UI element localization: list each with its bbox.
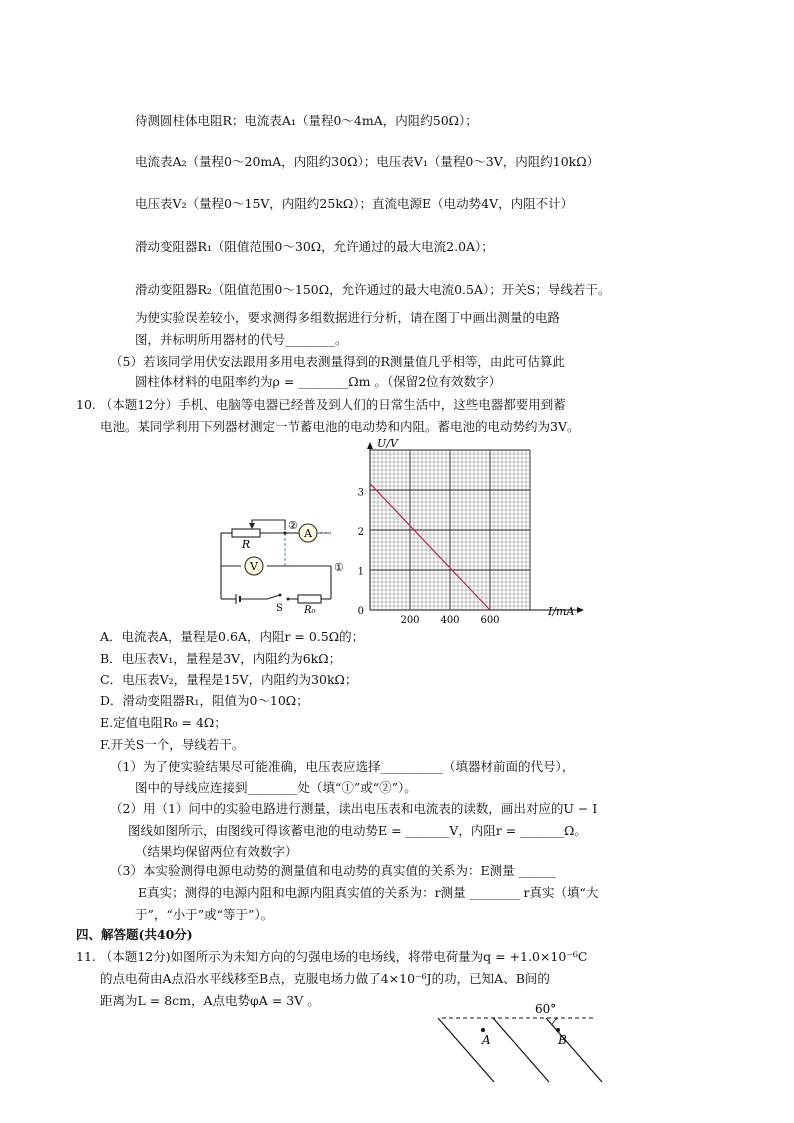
line-q5-2: 圆柱体材料的电阻率约为ρ = ________Ωm 。（保留2位有效数字） xyxy=(135,374,502,389)
option-a: A．电流表A，量程是0.6A，内阻r = 0.5Ω的； xyxy=(100,629,365,644)
problem-11: 11. （本题12分)如图所示为未知方向的匀强电场的电场线，将带电荷量为q = +1.0×10⁻⁶C xyxy=(76,949,588,964)
field-line xyxy=(493,1018,549,1082)
option-b: B．电压表V₁，量程是3V，内阻约为6kΩ； xyxy=(100,651,342,666)
line-resistor: 待测圆柱体电阻R；电流表A₁（量程0～4mA，内阻约50Ω）； xyxy=(135,113,478,128)
line-voltmeter-v2: 电压表V₂（量程0～15V，内阻约25kΩ）；直流电源E（电动势4V，内阻不计） xyxy=(135,196,574,211)
resistor-label: R xyxy=(241,538,251,551)
question-2-3: （结果均保留两位有效数字） xyxy=(135,844,298,859)
problem-11-2: 的点电荷由A点沿水平线移至B点，克服电场力做了4×10⁻⁶J的功，已知A、B间的 xyxy=(100,971,550,986)
x-axis-arrow xyxy=(577,607,584,613)
point-b-label: B xyxy=(558,1033,567,1047)
question-1-2: 图中的导线应连接到________处（填“①”或“②”）。 xyxy=(135,780,417,795)
y-tick-label: 0 xyxy=(357,606,364,617)
question-3-3: 于”，“小于”或“等于”）。 xyxy=(135,907,274,922)
x-tick-label: 600 xyxy=(480,615,500,626)
voltmeter-label: V xyxy=(250,560,258,573)
question-2-2: 图线如图所示，由图线可得该蓄电池的电动势E = _______V，内阻r = _______Ω。 xyxy=(128,823,587,838)
circuit-diagram xyxy=(210,515,360,615)
switch-label: S xyxy=(276,603,283,614)
option-f: F.开关S一个，导线若干。 xyxy=(100,737,245,752)
question-3: （3）本实验测得电源电动势的测量值和电动势的真实值的关系为：E测量 ______ xyxy=(110,863,557,878)
point-a-label: A xyxy=(482,1033,491,1047)
y-tick-label: 2 xyxy=(357,527,364,538)
option-e: E.定值电阻R₀ = 4Ω； xyxy=(100,715,227,730)
x-axis-label: I/mA xyxy=(548,605,575,618)
line-q5: （5）若该同学用伏安法跟用多用电表测量得到的R测量值几乎相等，由此可估算此 xyxy=(110,354,565,369)
line-instruction-2: 图，并标明所用器材的代号________。 xyxy=(135,332,348,347)
line-rheostat-r2: 滑动变阻器R₂（阻值范围0～150Ω，允许通过的最大电流0.5A）；开关S；导线若干。 xyxy=(135,282,611,297)
option-c: C．电压表V₂，量程是15V，内阻约为30kΩ； xyxy=(100,672,358,687)
y-axis-arrow xyxy=(367,442,373,449)
problem-11-3: 距离为L = 8cm，A点电势φA = 3V 。 xyxy=(100,993,320,1008)
y-axis-label: U/V xyxy=(377,438,398,450)
section-heading: 四、解答题(共40分) xyxy=(76,927,193,942)
x-tick-label: 200 xyxy=(400,615,420,626)
line-ammeter-a2: 电流表A₂（量程0～20mA，内阻约30Ω）；电压表V₁（量程0～3V，内阻约10kΩ） xyxy=(135,154,600,169)
point-2-label: ② xyxy=(288,519,298,532)
problem-10-intro-2: 电池。某同学利用下列器材测定一节蓄电池的电动势和内阻。蓄电池的电动势约为3V。 xyxy=(100,419,580,434)
field-line xyxy=(438,1018,494,1082)
x-tick-label: 400 xyxy=(440,615,460,626)
point-a xyxy=(481,1028,485,1032)
angle-label: 60° xyxy=(535,1002,557,1016)
y-tick-label: 3 xyxy=(357,487,364,499)
problem-10-intro: 10. （本题12分）手机、电脑等电器已经普及到人们的日常生活中，这些电器都要用到蓄 xyxy=(76,397,566,412)
u-i-chart xyxy=(350,438,610,628)
point-b xyxy=(556,1028,560,1032)
r0-label: R₀ xyxy=(304,605,316,615)
field-diagram xyxy=(438,998,608,1088)
y-tick-label: 1 xyxy=(357,566,364,578)
line-instruction: 为使实验误差较小，要求测得多组数据进行分析，请在图丁中画出测量的电路 xyxy=(135,310,561,325)
field-line xyxy=(546,1018,602,1082)
option-d: D．滑动变阻器R₁，阻值为0～10Ω； xyxy=(100,693,309,708)
angle-arc xyxy=(552,1018,558,1025)
question-3-2: E真实；测得的电源内阻和电源内阻真实值的关系为：r测量 ________ r真实（填“大 xyxy=(138,885,599,900)
ammeter-label: A xyxy=(304,527,312,540)
question-1: （1）为了使实验结果尽可能准确，电压表应选择__________（填器材前面的代号）， xyxy=(110,759,575,774)
line-rheostat-r1: 滑动变阻器R₁（阻值范围0～30Ω，允许通过的最大电流2.0A）； xyxy=(135,239,494,254)
point-1-label: ① xyxy=(334,561,344,574)
question-2: （2）用（1）问中的实验电路进行测量，读出电压表和电流表的读数，画出对应的U − I xyxy=(110,801,598,816)
